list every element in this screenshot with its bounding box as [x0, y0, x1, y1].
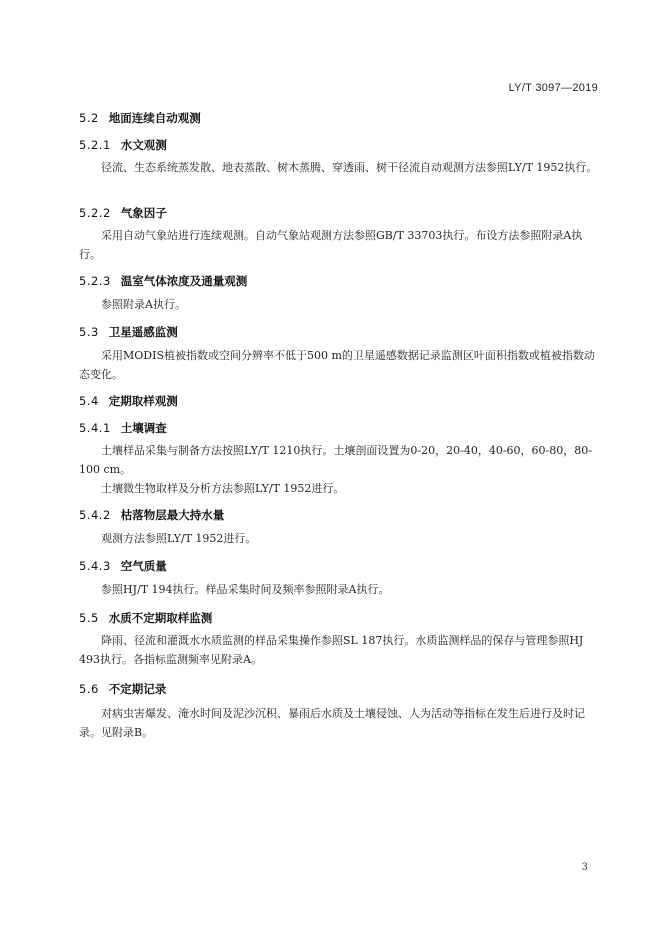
section-title: 温室气体浓度及通量观测 [120, 274, 248, 288]
paragraph-greenhouse-gas: 参照附录A执行。 [101, 298, 186, 311]
paragraph-meteorology: 采用自动气象站进行连续观测。自动气象站观测方法参照GB/T 33703执行。布设方法参照附录A执行。 [79, 229, 583, 261]
section-heading-5-2-1 [79, 137, 167, 153]
section-number: 5.4.3 [79, 559, 111, 573]
section-number: 5.5 [79, 611, 99, 625]
paragraph-hydrology: 径流、生态系统蒸发散、地表蒸散、树木蒸腾、穿透雨、树干径流自动观测方法参照LY/T 1952执行。 [101, 161, 598, 174]
section-number: 5.3 [79, 325, 99, 339]
section-heading-5-2 [79, 110, 201, 126]
paragraph-irregular-records: 对病虫害爆发、淹水时间及泥沙沉积、暴雨后水质及土壤侵蚀、人为活动等指标在发生后进行及时记录。见附录B。 [79, 707, 585, 739]
section-title: 定期取样观测 [108, 394, 178, 408]
section-heading-5-3 [79, 324, 178, 340]
section-heading-5-4-3 [79, 558, 167, 574]
section-number: 5.2.1 [79, 138, 111, 152]
standard-code-header: LY/T 3097—2019 [508, 82, 598, 94]
section-number: 5.2.2 [79, 206, 111, 220]
section-title: 卫星遥感监测 [108, 325, 178, 339]
section-number: 5.4.2 [79, 508, 111, 522]
section-heading-5-4-2 [79, 507, 224, 523]
paragraph-soil-sampling: 土壤样品采集与制备方法按照LY/T 1210执行。土壤剖面设置为0-20，20-40，40-60，60-80，80-100 cm。 [79, 444, 592, 476]
section-title: 枯落物层最大持水量 [120, 508, 225, 522]
section-heading-5-5 [79, 610, 212, 626]
paragraph-air-quality: 参照HJ/T 194执行。样品采集时间及频率参照附录A执行。 [101, 583, 390, 596]
section-number: 5.4.1 [79, 421, 111, 435]
section-number: 5.2 [79, 111, 99, 125]
section-number: 5.6 [79, 682, 99, 696]
section-title: 不定期记录 [108, 682, 167, 696]
section-heading-5-2-2 [79, 205, 167, 221]
section-title: 空气质量 [120, 559, 167, 573]
section-number: 5.4 [79, 394, 99, 408]
section-title: 水质不定期取样监测 [108, 611, 213, 625]
paragraph-litter-water-capacity: 观测方法参照LY/T 1952进行。 [101, 532, 257, 545]
section-title: 气象因子 [120, 206, 167, 220]
paragraph-remote-sensing: 采用MODIS植被指数或空间分辨率不低于500 m的卫星遥感数据记录监测区叶面积指数或植被指数动态变化。 [79, 349, 595, 381]
page-number: 3 [581, 862, 588, 873]
section-heading-5-4 [79, 393, 178, 409]
section-title: 地面连续自动观测 [108, 111, 201, 125]
paragraph-soil-microbes: 土壤微生物取样及分析方法参照LY/T 1952进行。 [101, 482, 345, 495]
section-title: 土壤调查 [120, 421, 167, 435]
paragraph-water-quality: 降雨、径流和灌溉水水质监测的样品采集操作参照SL 187执行。水质监测样品的保存与管理参照HJ 493执行。各指标监测频率见附录A。 [79, 634, 584, 666]
section-heading-5-6 [79, 681, 166, 697]
section-number: 5.2.3 [79, 274, 111, 288]
section-heading-5-2-3 [79, 273, 247, 289]
section-title: 水文观测 [120, 138, 167, 152]
section-heading-5-4-1 [79, 420, 167, 436]
